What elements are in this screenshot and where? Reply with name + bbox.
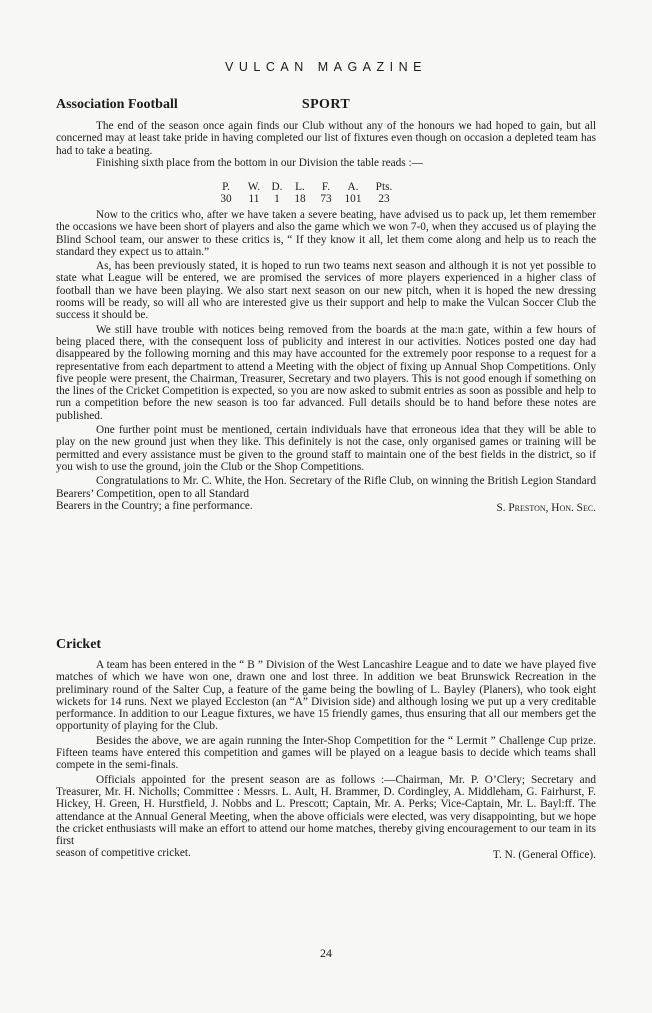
football-paragraph-7: Congratulations to Mr. C. White, the Hon. Secretary of the Rifle Club, on winning the British Legion Standard Bearers’ Competition, open to all Standard	[56, 475, 596, 500]
table-value-lost: 18	[294, 193, 306, 206]
football-paragraph-1: The end of the season once again finds our Club without any of the honours we had hoped to gain, but all concerned may at least take pride in having completed our list of fixtures even though on occasion a depleted team has had to take a beating.	[56, 120, 596, 157]
football-paragraph-7-end: Bearers in the Country; a fine performance.	[56, 499, 253, 512]
table-value-points: 23	[378, 193, 390, 206]
football-paragraph-2: Finishing sixth place from the bottom in our Division the table reads :—	[96, 156, 423, 169]
table-header-for: F.	[321, 181, 331, 193]
table-header-lost: L.	[295, 181, 305, 193]
table-value-drawn: 1	[274, 193, 280, 206]
league-table	[56, 181, 596, 206]
football-title: Association Football	[56, 97, 178, 112]
football-paragraph-6: One further point must be mentioned, certain individuals have that erroneous idea that they will be able to play on the new ground just when they like. This definitely is not the case, only organised games or training will be permitted and every assistance must be given to the ground staff to maintain one of the best fields in the district, so if you wish to use the ground, join the Club or the Shop Competitions.	[56, 424, 596, 473]
page-number: 24	[320, 946, 332, 960]
table-value-won: 11	[248, 193, 260, 206]
league-table-value-row	[56, 193, 596, 205]
football-paragraph-3: Now to the critics who, after we have taken a severe beating, have advised us to pack up, let them remember the occasions we have been short of players and also the game which we won 7-0, when they accused us of playing the Blind School team, our answer to these critics is, “ If they know it all, let them come along and help us to reach the standard they expect us to attain.”	[56, 209, 596, 258]
league-table-header-row	[56, 181, 596, 193]
section-heading: SPORT	[301, 97, 351, 112]
cricket-paragraph-3: Officials appointed for the present season are as follows :—Chairman, Mr. P. O’Clery; Secretary and Treasurer, Mr. H. Nicholls; Committee : Messrs. L. Ault, H. Brammer, D. Cordingley, A. Middleham, G. Fairhurst, F. Hickey, H. Green, H. Hurstfield, J. Nobbs and L. Prescott; Captain, Mr. A. Perks; Vice-Captain, Mr. L. Bayl:ff. The attendance at the Annual General Meeting, when the above officials were elected, was very disappointing, but we hope the cricket enthusiasts will make an effort to attend our home matches, thereby giving encouragement to our team in its first	[56, 773, 596, 848]
table-value-against: 101	[344, 193, 362, 206]
football-paragraph-4: As, has been previously stated, it is hoped to run two teams next season and although it is not yet possible to state what League will be entered, we are promised the services of more players experienced in a higher class of football than we have been playing. We also start next season on our new pitch, when it is hoped the new dressing rooms will be ready, so will all who are interested give us their support and help to make the Vulcan Soccer Club the success it should be.	[56, 260, 596, 322]
football-signature: S. Preston, Hon. Sec.	[496, 501, 596, 514]
heading-row	[56, 97, 596, 115]
cricket-body	[56, 659, 596, 862]
cricket-signature: T. N. (General Office).	[492, 849, 596, 862]
cricket-paragraph-3-end: season of competitive cricket.	[56, 847, 191, 860]
table-value-for: 73	[320, 193, 332, 206]
cricket-paragraph-2: Besides the above, we are again running the Inter-Shop Competition for the “ Lermit ” Challenge Cup prize. Fifteen teams have entered this competition and games will be played on a league basis to decide which teams shall compete in the semi-finals.	[56, 734, 596, 772]
table-header-against: A.	[347, 181, 359, 193]
football-closing-line	[56, 500, 596, 514]
table-header-drawn: D.	[271, 181, 283, 193]
cricket-title: Cricket	[56, 637, 102, 652]
table-header-played: P.	[222, 181, 230, 193]
football-paragraph-5: We still have trouble with notices being removed from the boards at the ma:n gate, within a few hours of being placed there, with the consequent loss of publicity and interest in our activities. Notices posted one day had disappeared by the following morning and this may have accounted for the extremely poor response to a request for a representative from each department to attend a Meeting with the object of fixing up Annual Shop Competitions. Only five people were present, the Chairman, Treasurer, Secretary and two players. This is not good enough if something on the lines of the Cricket Competition is expected, so you are now asked to submit entries as soon as possible and help to run a competition before the new season is too far advanced. Full details should be to hand before these notes are published.	[56, 323, 596, 422]
masthead: VULCAN MAGAZINE	[225, 60, 427, 74]
table-value-played: 30	[220, 193, 232, 206]
football-intro	[56, 120, 596, 169]
cricket-closing-line	[56, 847, 596, 861]
table-header-won: W.	[247, 181, 261, 193]
football-body	[56, 209, 596, 514]
cricket-paragraph-1: A team has been entered in the “ B ” Division of the West Lancashire League and to date we have played five matches of which we have won one, drawn one and lost three. In addition we beat Brunswick Recreation in the preliminary round of the Salter Cup, a feature of the game being the bowling of L. Bayley (Planers), who took eight wickets for 14 runs. Next we played Eccleston (an “A” Division side) and although losing we put up a very creditable performance. In addition to our League fixtures, we have 15 friendly games, thus ensuring that all our members get the opportunity of playing for the Club.	[56, 659, 596, 733]
table-header-points: Pts.	[375, 181, 393, 193]
